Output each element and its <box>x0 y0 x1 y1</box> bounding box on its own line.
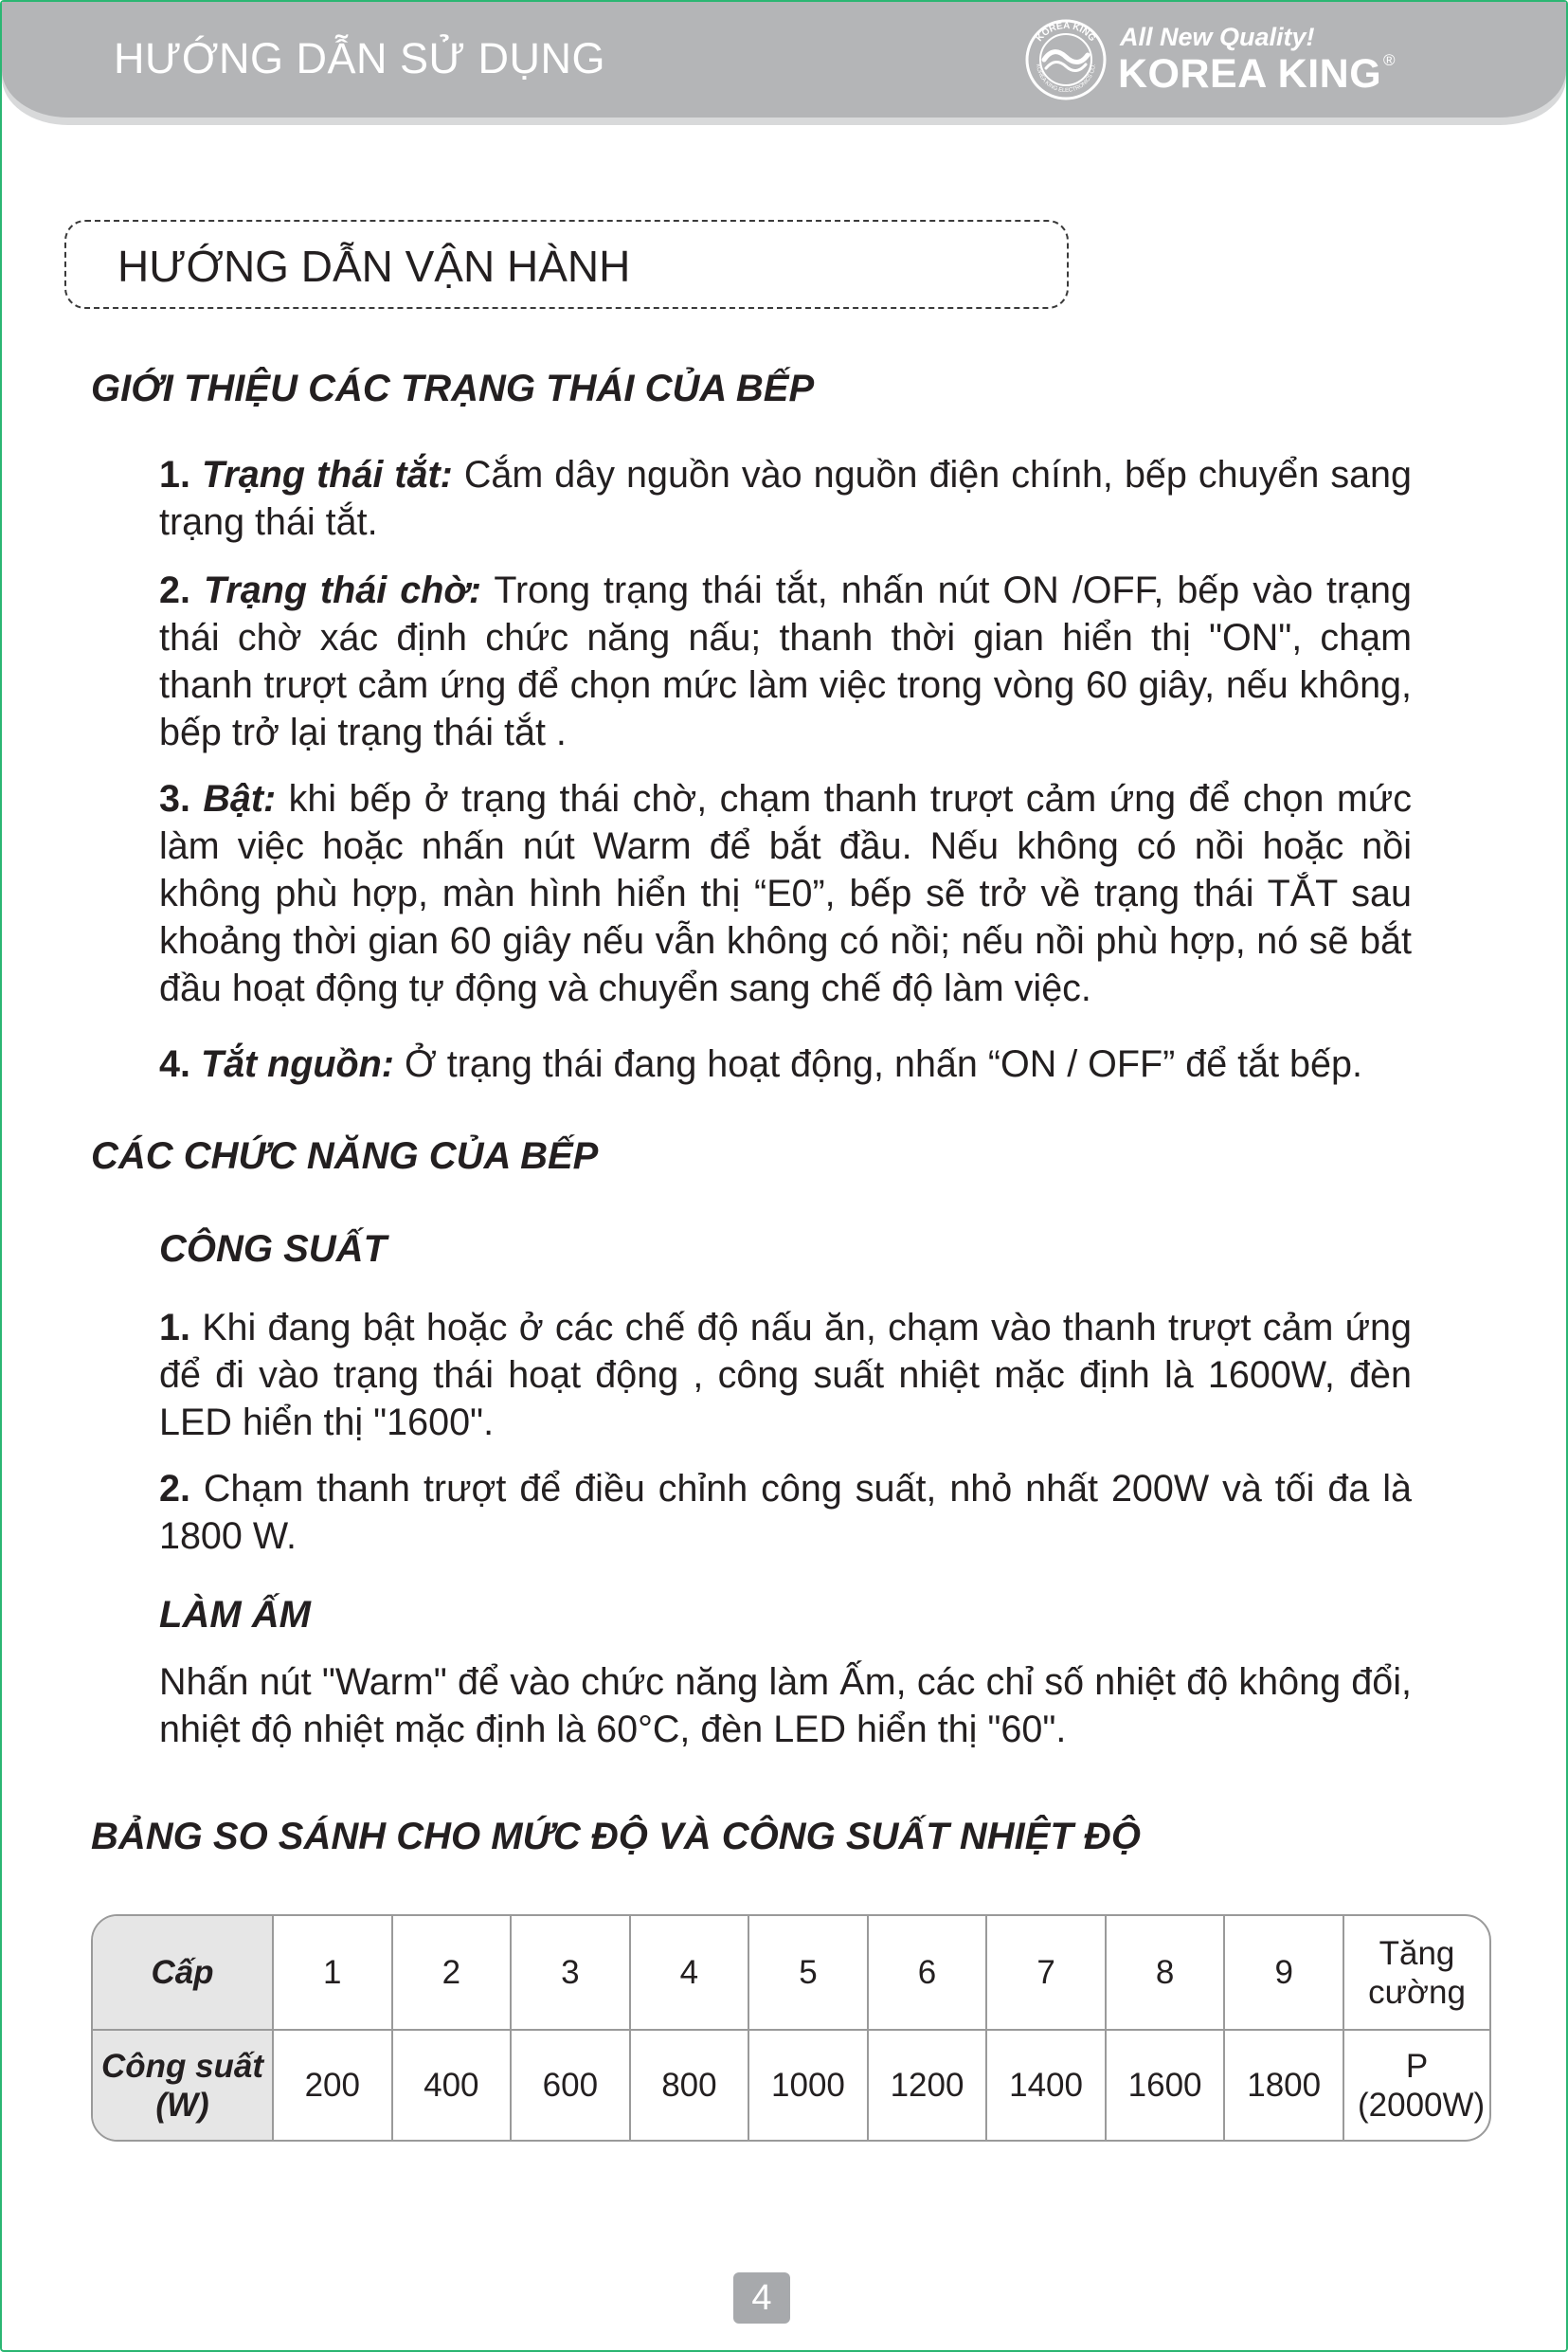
brand-tagline: All New Quality! <box>1120 23 1315 51</box>
state-item-standby <box>159 567 1412 756</box>
state-item-label: Tắt nguồn: <box>200 1043 394 1085</box>
table-cell-level: 8 <box>1106 1916 1225 2030</box>
svg-text:KOREA KING <box>1035 21 1098 44</box>
table-row-label: Cấp <box>93 1916 273 2030</box>
states-heading: GIỚI THIỆU CÁC TRẠNG THÁI CỦA BẾP <box>91 368 815 409</box>
table-cell-level: 1 <box>273 1916 392 2030</box>
table-cell-level: 2 <box>392 1916 512 2030</box>
state-item-text: Ở trạng thái đang hoạt động, nhấn “ON / OFF” để tắt bếp. <box>393 1043 1362 1085</box>
table-cell-power: 400 <box>392 2030 512 2140</box>
state-item-number: 1. <box>159 454 190 496</box>
table-cell-power: 600 <box>511 2030 630 2140</box>
functions-heading: CÁC CHỨC NĂNG CỦA BẾP <box>91 1135 599 1177</box>
state-item-text: khi bếp ở trạng thái chờ, chạm thanh trượt cảm ứng để chọn mức làm việc hoặc nhấn nút Warm để bắt đầu. Nếu không có nồi hoặc nồi không phù hợp, màn hình hiển thị “E0”, bếp sẽ trở về trạng thái TẮT sau khoảng thời gian 60 giây nếu vẫn không có nồi; nếu nồi phù hợp, nó sẽ bắt đầu hoạt động tự động và chuyển sang chế độ làm việc. <box>159 778 1412 1009</box>
state-item-off <box>159 451 1412 546</box>
table-row-level <box>93 1916 1489 2030</box>
table-heading: BẢNG SO SÁNH CHO MỨC ĐỘ VÀ CÔNG SUẤT NHIỆT ĐỘ <box>91 1816 1141 1857</box>
table-cell-power: 1600 <box>1106 2030 1225 2140</box>
power-item-number: 2. <box>159 1468 190 1510</box>
table-row-label: Công suất (W) <box>93 2030 273 2140</box>
table-cell-power: 1800 <box>1224 2030 1343 2140</box>
table-cell-power: 1200 <box>868 2030 987 2140</box>
power-item-text: Chạm thanh trượt để điều chỉnh công suất, nhỏ nhất 200W và tối đa là 1800 W. <box>159 1468 1412 1557</box>
state-item-number: 2. <box>159 570 190 611</box>
state-item-number: 3. <box>159 778 190 820</box>
korea-king-emblem-icon <box>1025 19 1107 100</box>
table-cell-level: 5 <box>748 1916 868 2030</box>
power-item-number: 1. <box>159 1307 190 1348</box>
warm-text: Nhấn nút "Warm" để vào chức năng làm Ấm, các chỉ số nhiệt độ không đổi, nhiệt độ nhiệt mặc định là 60°C, đèn LED hiển thị "60". <box>159 1661 1412 1750</box>
table-cell-boost-power: P (2000W) <box>1343 2030 1489 2140</box>
warm-subheading: LÀM ẤM <box>159 1594 311 1636</box>
table-cell-power: 1400 <box>986 2030 1106 2140</box>
table-cell-power: 200 <box>273 2030 392 2140</box>
table-cell-power: 800 <box>630 2030 749 2140</box>
table-cell-level: 3 <box>511 1916 630 2030</box>
table-cell-boost-label: Tăng cường <box>1343 1916 1489 2030</box>
power-subheading: CÔNG SUẤT <box>159 1228 387 1270</box>
power-item-1 <box>159 1304 1412 1446</box>
power-item-text: Khi đang bật hoặc ở các chế độ nấu ăn, chạm vào thanh trượt cảm ứng để đi vào trạng thái hoạt động , công suất nhiệt mặc định là 1600W, đèn LED hiển thị "1600". <box>159 1307 1412 1443</box>
state-item-label: Bật: <box>203 778 277 820</box>
table-row-power <box>93 2030 1489 2140</box>
state-item-on <box>159 775 1412 1012</box>
power-item-2 <box>159 1465 1412 1560</box>
table-cell-level: 6 <box>868 1916 987 2030</box>
manual-title: HƯỚNG DẪN SỬ DỤNG <box>114 34 605 82</box>
state-item-text: Cắm dây nguồn vào nguồn điện chính, bếp chuyển sang trạng thái tắt. <box>159 454 1412 543</box>
table-cell-level: 7 <box>986 1916 1106 2030</box>
table-cell-power: 1000 <box>748 2030 868 2140</box>
brand-name: KOREA KING <box>1118 51 1382 97</box>
table-cell-level: 4 <box>630 1916 749 2030</box>
table-cell-level: 9 <box>1224 1916 1343 2030</box>
state-item-label: Trạng thái chờ: <box>203 570 482 611</box>
state-item-label: Trạng thái tắt: <box>202 454 453 496</box>
registered-mark: ® <box>1383 51 1396 69</box>
section-title: HƯỚNG DẪN VẬN HÀNH <box>117 242 631 291</box>
state-item-number: 4. <box>159 1043 190 1085</box>
state-item-text: Trong trạng thái tắt, nhấn nút ON /OFF, bếp vào trạng thái chờ xác định chức năng nấu; thanh thời gian hiển thị "ON", chạm thanh trượt cảm ứng để chọn mức làm việc trong vòng 60 giây, nếu không, bếp trở lại trạng thái tắt . <box>159 570 1412 753</box>
emblem-text-bottom: KOREA KING ELECTRONICS CO. <box>1034 63 1097 95</box>
state-item-power-off <box>159 1040 1448 1088</box>
power-level-table <box>91 1914 1491 2142</box>
emblem-text-top: KOREA KING <box>1034 20 1098 45</box>
page-number: 4 <box>733 2272 790 2324</box>
